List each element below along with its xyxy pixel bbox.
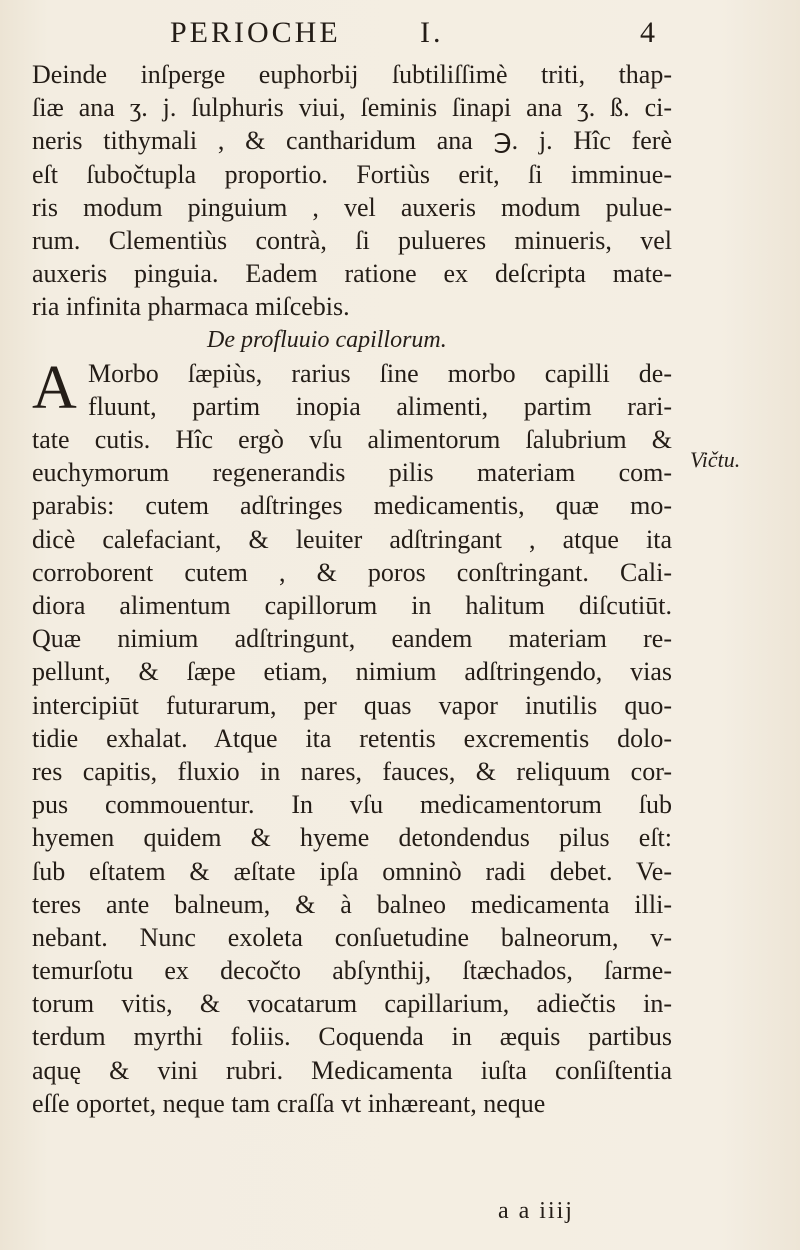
- text-line: res capitis, fluxio in nares, fauces, & reliquum cor-: [32, 756, 672, 786]
- text-line: Morbo ſæpiùs, rarius ſine morbo capilli de-: [88, 358, 672, 388]
- text-line: pellunt, & ſæpe etiam, nimium adſtringendo, vias: [32, 657, 672, 687]
- text-line: Deinde inſperge euphorbij ſubtiliſſimè triti, thap-: [32, 60, 672, 89]
- text-line: tidie exhalat. Atque ita retentis excrementis dolo-: [32, 723, 672, 753]
- text-line: fluunt, partim inopia alimenti, partim rari-: [88, 391, 672, 421]
- text-line: auxeris pinguia. Eadem ratione ex deſcripta mate-: [32, 259, 672, 289]
- text-line: corroborent cutem , & poros conſtringant. Cali-: [32, 557, 672, 587]
- text-line: nebant. Nunc exoleta conſuetudine balneorum, v-: [32, 922, 672, 952]
- dropcap-paragraph: [32, 353, 672, 423]
- text-line: teres ante balneum, & à balneo medicamenta illi-: [32, 889, 672, 919]
- text-line: ris modum pinguium , vel auxeris modum pulue-: [32, 192, 672, 222]
- text-line: temurſotu ex decočto abſynthij, ſtæchados, ſarme-: [32, 956, 672, 986]
- text-line: terdum myrthi foliis. Coquenda in æquis partibus: [32, 1022, 672, 1052]
- text-line: tate cutis. Hîc ergò vſu alimentorum ſalubrium &: [32, 425, 672, 455]
- text-line: rum. Clementiùs contrà, ſi pulueres minueris, vel: [32, 225, 672, 255]
- text-line: ſiæ ana ʒ. j. ſulphuris viui, ſeminis ſinapi ana ʒ. ß. ci-: [32, 93, 672, 123]
- text-line: eſſe oportet, neque tam craſſa vt inhæreant, neque: [32, 1088, 546, 1118]
- main-text: [32, 58, 672, 1120]
- text-line: intercipiūt futurarum, per quas vapor inutilis quo-: [32, 690, 672, 720]
- text-line: torum vitis, & vocatarum capillarium, adiečtis in-: [32, 989, 672, 1019]
- text-line: ſub eſtatem & æſtate ipſa omninò radi debet. Ve-: [32, 856, 672, 886]
- text-line: pus commouentur. In vſu medicamentorum ſub: [32, 790, 672, 820]
- text-line: ria infinita pharmaca miſcebis.: [32, 292, 350, 322]
- text-line: Quæ nimium adſtringunt, eandem materiam re-: [32, 624, 672, 654]
- text-line: diora alimentum capillorum in halitum diſcutiūt.: [32, 591, 672, 620]
- text-line: dicè calefaciant, & leuiter adſtringant , atque ita: [32, 524, 672, 554]
- drop-capital: A: [32, 353, 77, 422]
- running-title: PERIOCHE: [170, 16, 341, 49]
- text-line: parabis: cutem adſtringes medicamentis, quæ mo-: [32, 491, 672, 521]
- text-line: neris tithymali , & cantharidum ana ℈. j. Hîc ferè: [32, 126, 672, 156]
- text-line: aquę & vini rubri. Medicamenta iuſta conſiſtentia: [32, 1055, 672, 1085]
- text-line: hyemen quidem & hyeme detondendus pilus eſt:: [32, 823, 672, 853]
- marginal-note: Vičtu.: [690, 447, 741, 472]
- section-heading: De profluuio capillorum.: [207, 326, 447, 353]
- text-line: eſt ſubočtupla proportio. Fortiùs erit, ſi imminue-: [32, 159, 672, 189]
- signature-mark: a a iiij: [498, 1198, 574, 1224]
- running-head: [170, 16, 670, 56]
- section-number: I.: [420, 16, 444, 49]
- text-line: euchymorum regenerandis pilis materiam com-: [32, 458, 672, 488]
- page-number: 4: [640, 16, 658, 49]
